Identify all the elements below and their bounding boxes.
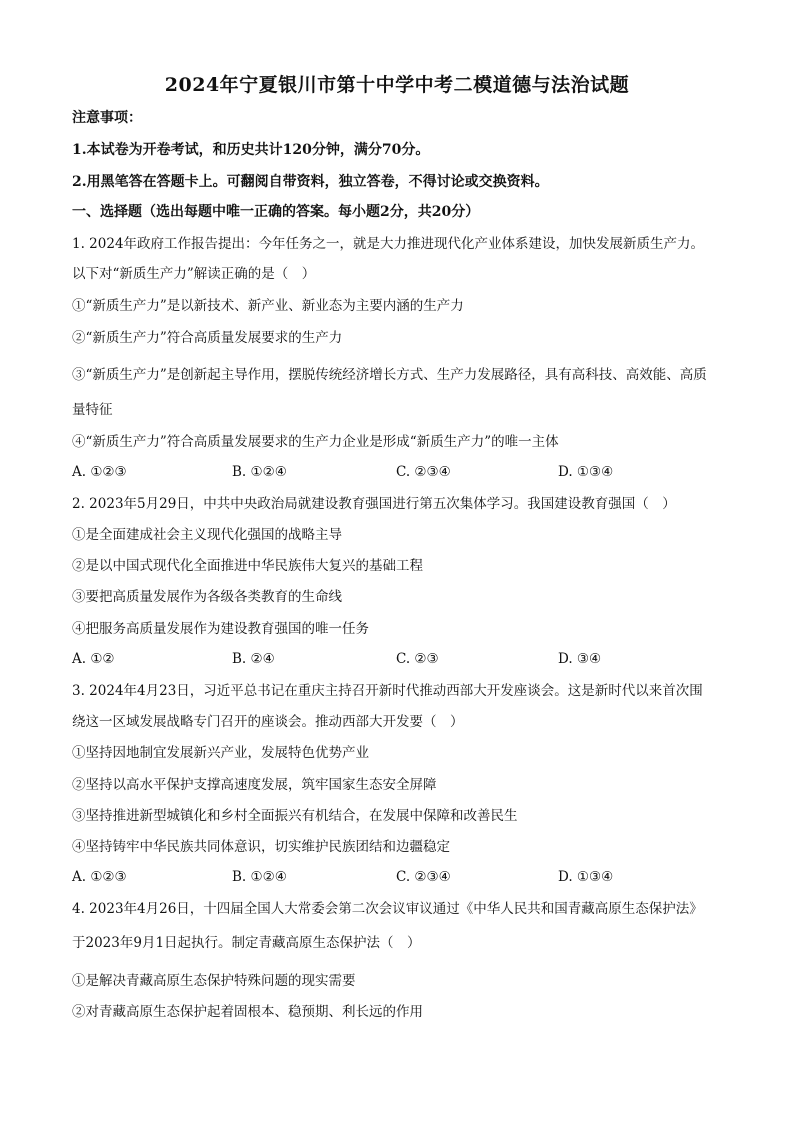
q1-statement-2: ②“新质生产力”符合高质量发展要求的生产力 — [72, 330, 343, 346]
q2-statement-4: ④把服务高质量发展作为建设教育强国的唯一任务 — [72, 621, 369, 637]
notes-heading: 注意事项： — [72, 110, 142, 126]
q3-stem-line-1: 3. 2024年4月23日，习近平总书记在重庆主持召开新时代推动西部大开发座谈会。这是新时代以来首次围 — [72, 683, 703, 699]
q4-stem-line-2: 于2023年9月1日起执行。制定青藏高原生态保护法（ ） — [72, 935, 421, 951]
q4-statement-1: ①是解决青藏高原生态保护特殊问题的现实需要 — [72, 973, 356, 989]
q2-option-a: A. ①② — [72, 651, 115, 667]
page-title: 2024年宁夏银川市第十中学中考二模道德与法治试题 — [164, 74, 630, 96]
q1-statement-3-cont: 量特征 — [72, 402, 113, 418]
q1-statement-4: ④“新质生产力”符合高质量发展要求的生产力企业是形成“新质生产力”的唯一主体 — [72, 434, 559, 450]
q1-statement-3: ③“新质生产力”是创新起主导作用，摆脱传统经济增长方式、生产力发展路径，具有高科技、高效能、高质 — [72, 367, 707, 383]
q3-statement-1: ①坚持因地制宜发展新兴产业，发展特色优势产业 — [72, 745, 369, 761]
q2-options — [72, 651, 732, 669]
q2-statement-1: ①是全面建成社会主义现代化强国的战略主导 — [72, 527, 342, 543]
q3-statement-3: ③坚持推进新型城镇化和乡村全面振兴有机结合，在发展中保障和改善民生 — [72, 808, 518, 824]
q1-options — [72, 464, 732, 482]
q2-stem: 2. 2023年5月29日，中共中央政治局就建设教育强国进行第五次集体学习。我国建设教育强国（ ） — [72, 496, 676, 512]
q1-option-b: B. ①②④ — [232, 464, 287, 480]
note-item-1: 1.本试卷为开卷考试，和历史共计120分钟，满分70分。 — [72, 142, 430, 158]
q3-option-b: B. ①②④ — [232, 869, 287, 885]
q2-statement-3: ③要把高质量发展作为各级各类教育的生命线 — [72, 589, 342, 605]
q3-option-c: C. ②③④ — [396, 869, 451, 885]
q3-statement-4: ④坚持铸牢中华民族共同体意识，切实维护民族团结和边疆稳定 — [72, 839, 450, 855]
q1-stem-line-2: 以下对“新质生产力”解读正确的是（ ） — [72, 266, 316, 282]
q2-option-d: D. ③④ — [558, 651, 602, 667]
q1-statement-1: ①“新质生产力”是以新技术、新产业、新业态为主要内涵的生产力 — [72, 298, 464, 314]
q2-option-b: B. ②④ — [232, 651, 275, 667]
q3-statement-2: ②坚持以高水平保护支撑高速度发展，筑牢国家生态安全屏障 — [72, 777, 437, 793]
q1-option-d: D. ①③④ — [558, 464, 614, 480]
q3-option-d: D. ①③④ — [558, 869, 614, 885]
q3-options — [72, 869, 732, 887]
q3-stem-line-2: 绕这一区域发展战略专门召开的座谈会。推动西部大开发要（ ） — [72, 714, 464, 730]
q1-option-a: A. ①②③ — [72, 464, 127, 480]
q1-stem-line-1: 1. 2024年政府工作报告提出：今年任务之一，就是大力推进现代化产业体系建设，加快发展新质生产力。 — [72, 236, 705, 252]
q4-statement-2: ②对青藏高原生态保护起着固根本、稳预期、利长远的作用 — [72, 1004, 423, 1020]
note-item-2: 2.用黑笔答在答题卡上。可翻阅自带资料，独立答卷，不得讨论或交换资料。 — [72, 174, 549, 190]
section-heading: 一、选择题（选出每题中唯一正确的答案。每小题2分，共20分） — [72, 204, 480, 220]
q2-statement-2: ②是以中国式现代化全面推进中华民族伟大复兴的基础工程 — [72, 558, 423, 574]
q3-option-a: A. ①②③ — [72, 869, 127, 885]
q2-option-c: C. ②③ — [396, 651, 439, 667]
q1-option-c: C. ②③④ — [396, 464, 451, 480]
q4-stem-line-1: 4. 2023年4月26日，十四届全国人大常委会第二次会议审议通过《中华人民共和国青藏高原生态保护法》 — [72, 901, 703, 917]
